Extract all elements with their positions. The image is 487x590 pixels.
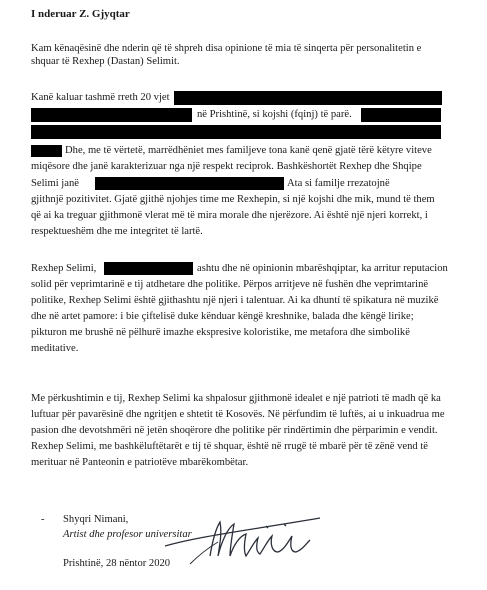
paragraph-line: në Prishtinë, si kojshi (fqinj) të parë. [197,109,352,120]
paragraph-line: gjithnjë pozitivitet. Gjatë gjithë njohjes time me Rexhepin, si një kojshi dhe mik, mund të them [31,194,435,205]
paragraph-line: Ata si familje rrezatojnë [287,178,390,189]
redaction-bar [104,262,193,275]
signatory-title: Artist dhe profesor universitar [63,529,192,540]
paragraph-line: respektueshëm dhe me integritet të lartë. [31,226,203,237]
redaction-bar [31,108,192,122]
paragraph-line: pikturon me brushë në pëlhurë imazhe ekspresive koloristike, me metafora dhe simbolikë [31,327,410,338]
paragraph-line: pasion dhe devotshmëri në jetën shoqërore dhe politike për rindërtimin dhe përparimin e vendit. [31,425,438,436]
signatory-name: Shyqri Nimani, [63,514,129,525]
paragraph-line: Kanë kaluar tashmë rreth 20 vjet [31,92,170,103]
paragraph-line: miqësore dhe janë karakterizuar nga një respekt reciprok. Bashkëshortët Rexhep dhe Shqipe [31,161,422,172]
paragraph-line: solid për veprimtarinë e tij atdhetare dhe politike. Përpos arritjeve në fushën dhe veprimtarinë [31,279,429,290]
paragraph-line: merituar në Panteonin e patriotëve mbarëkombëtar. [31,457,249,468]
paragraph-line: luftuar për pavarësinë dhe ngritjen e shtetit të Kosovës. Në përfundim të luftës, ai u inkuadrua me [31,409,445,420]
paragraph-line: Rexhep Selimi, me bashkëluftëtarët e tij të shquar, është në rrugë të mbarë për të zënë vend të [31,441,428,452]
letter-heading: I nderuar Z. Gjyqtar [31,8,130,20]
paragraph-line: shquar të Rexhep (Dastan) Selimit. [31,56,180,67]
paragraph-line: politike, Rexhep Selimi është gjithashtu një njeri i talentuar. Ai ka dhuntí të spikatura në muzikë [31,295,439,306]
redaction-bar [174,91,442,105]
paragraph-line: Rexhep Selimi, [31,263,97,274]
paragraph-line: Kam kënaqësinë dhe nderin që të shpreh disa opinione të mia të sinqerta për personalitetin e [31,43,422,54]
paragraph-line: Selimi janë [31,178,79,189]
signature-date: Prishtinë, 28 nëntor 2020 [63,558,171,569]
paragraph-line: dhe në artet pamore: i bie çiftelisë duke kënduar këngë kreshnike, balada dhe këngë lirike; [31,311,414,322]
redaction-bar [361,108,441,122]
signature-dash: - [41,514,45,525]
handwritten-signature [160,500,330,572]
paragraph-line: meditative. [31,343,79,354]
paragraph-line: ashtu dhe në opinionin mbarëshqiptar, ka arritur reputacion [197,263,448,274]
redaction-bar [31,125,441,139]
paragraph-line: që ai ka treguar gjithmonë vlerat më të mira morale dhe njerëzore. Ai është një njeri korrekt, i [31,210,428,221]
paragraph-line: Dhe, me të vërtetë, marrëdhëniet mes familjeve tona kanë qenë gjatë tërë këtyre viteve [65,145,432,156]
redaction-bar [31,145,62,157]
paragraph-line: Me përkushtimin e tij, Rexhep Selimi ka shpalosur gjithmonë idealet e një patrioti të madh që ka [31,393,441,404]
redaction-bar [95,177,284,190]
